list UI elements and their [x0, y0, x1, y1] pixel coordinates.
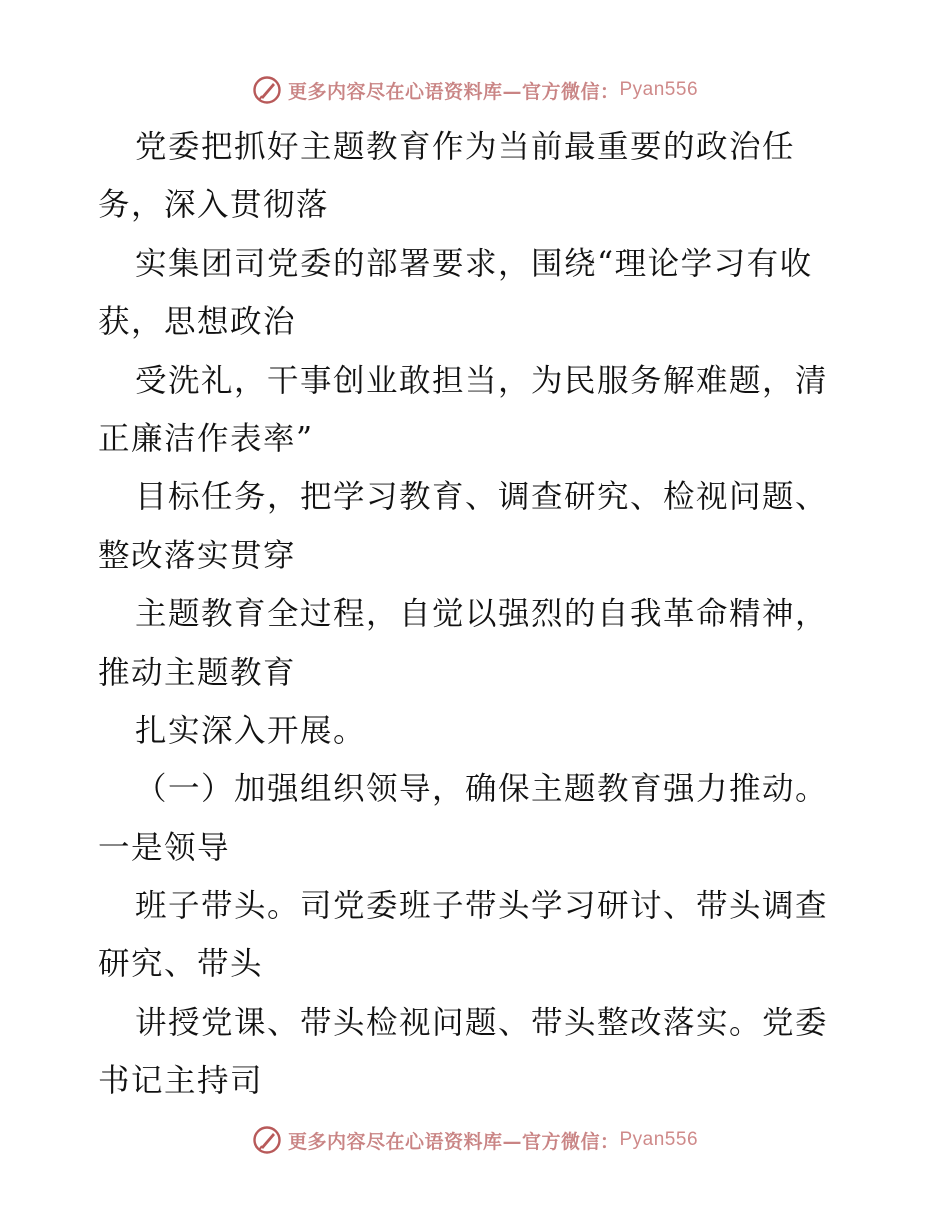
text-line: 班子带头。司党委班子带头学习研讨、带头调查 [135, 888, 829, 925]
text-line: 务，深入贯彻落 [98, 187, 330, 224]
watermark-text: 更多内容尽在心语资料库—官方微信： [287, 1130, 620, 1153]
document-body [98, 118, 868, 1111]
text-line: 正廉洁作表率” [98, 420, 314, 457]
text-line: 扎实深入开展。 [135, 712, 367, 749]
text-line: 目标任务，把学习教育、调查研究、检视问题、 [135, 479, 829, 516]
quill-logo-icon [252, 1125, 282, 1155]
text-line: 一是领导 [98, 829, 231, 866]
text-line: 整改落实贯穿 [98, 537, 297, 574]
text-line: 推动主题教育 [98, 654, 297, 691]
text-line: 研究、带头 [98, 946, 264, 983]
text-line: 党委把抓好主题教育作为当前最重要的政治任 [135, 129, 796, 165]
header-watermark [0, 70, 950, 110]
text-line: 书记主持司 [98, 1063, 264, 1100]
quill-logo-icon [252, 75, 282, 105]
watermark-wechat-id: Pyan556 [619, 1129, 699, 1150]
watermark-wechat-id: Pyan556 [619, 79, 699, 100]
text-line: 获，思想政治 [98, 304, 297, 341]
footer-watermark [0, 1120, 950, 1160]
watermark-text: 更多内容尽在心语资料库—官方微信： [287, 80, 620, 103]
text-line: 受洗礼，干事创业敢担当，为民服务解难题，清 [135, 362, 829, 399]
text-line: 主题教育全过程，自觉以强烈的自我革命精神， [135, 596, 829, 633]
text-line: （一）加强组织领导，确保主题教育强力推动。 [135, 771, 829, 808]
text-line: 讲授党课、带头检视问题、带头整改落实。党委 [135, 1004, 829, 1041]
text-line: 实集团司党委的部署要求，围绕“理论学习有收 [135, 245, 813, 282]
